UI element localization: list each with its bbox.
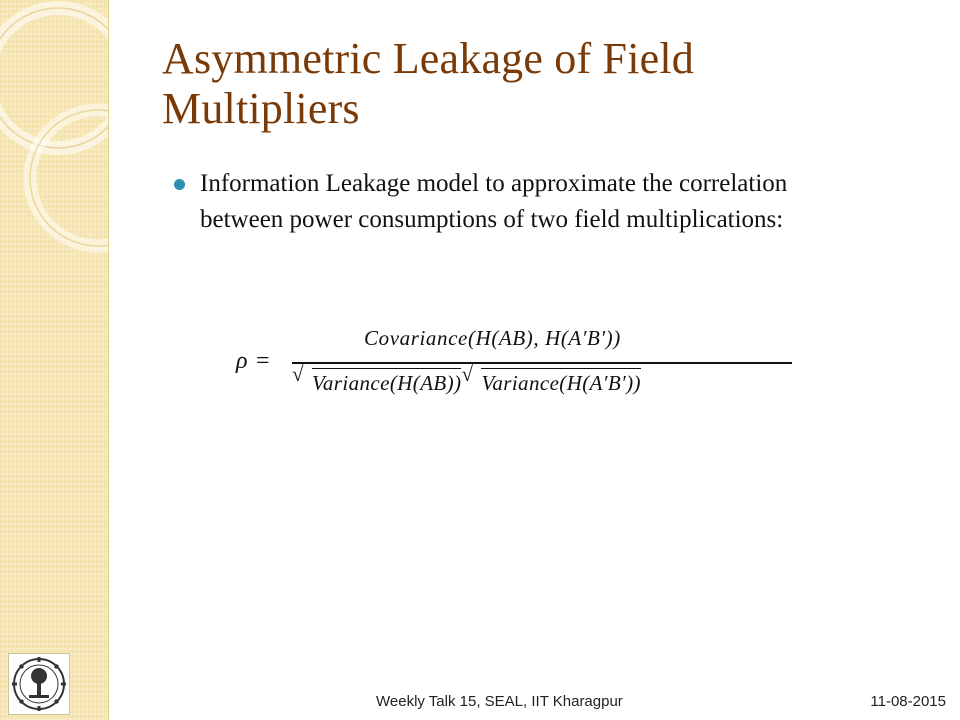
sqrt-sign-icon: √ bbox=[461, 362, 474, 386]
slide-title-line-2: Multipliers bbox=[162, 84, 360, 133]
formula-denominator bbox=[292, 362, 641, 396]
iit-kharagpur-emblem-icon bbox=[9, 654, 69, 714]
bullet-item bbox=[170, 166, 870, 238]
formula-numerator: Covariance(H(AB), H(A′B′)) bbox=[364, 326, 621, 350]
slide-title-line-1: Asymmetric Leakage of Field bbox=[162, 34, 695, 83]
formula-equals: = bbox=[256, 348, 270, 374]
footer-date: 11-08-2015 bbox=[870, 693, 946, 710]
slide-title bbox=[162, 34, 922, 134]
denominator-right: Variance(H(A′B′)) bbox=[481, 368, 640, 396]
institute-logo bbox=[8, 653, 70, 715]
denominator-left: Variance(H(AB)) bbox=[312, 368, 461, 396]
formula-lhs: ρ bbox=[236, 348, 248, 374]
bullet-text: Information Leakage model to approximate the correlation between power consumptions of two field multiplications: bbox=[200, 170, 788, 233]
sqrt-term-right bbox=[461, 362, 641, 396]
sqrt-sign-icon: √ bbox=[292, 362, 304, 386]
sqrt-term-left bbox=[292, 362, 462, 396]
footer-talk-info: Weekly Talk 15, SEAL, IIT Kharagpur bbox=[376, 693, 623, 710]
bullet-list bbox=[170, 166, 870, 238]
bullet-dot-icon bbox=[174, 179, 185, 190]
decorative-sidebar bbox=[0, 0, 109, 720]
correlation-formula bbox=[236, 326, 836, 406]
fraction-bar bbox=[292, 362, 792, 364]
decorative-rings bbox=[0, 0, 108, 720]
